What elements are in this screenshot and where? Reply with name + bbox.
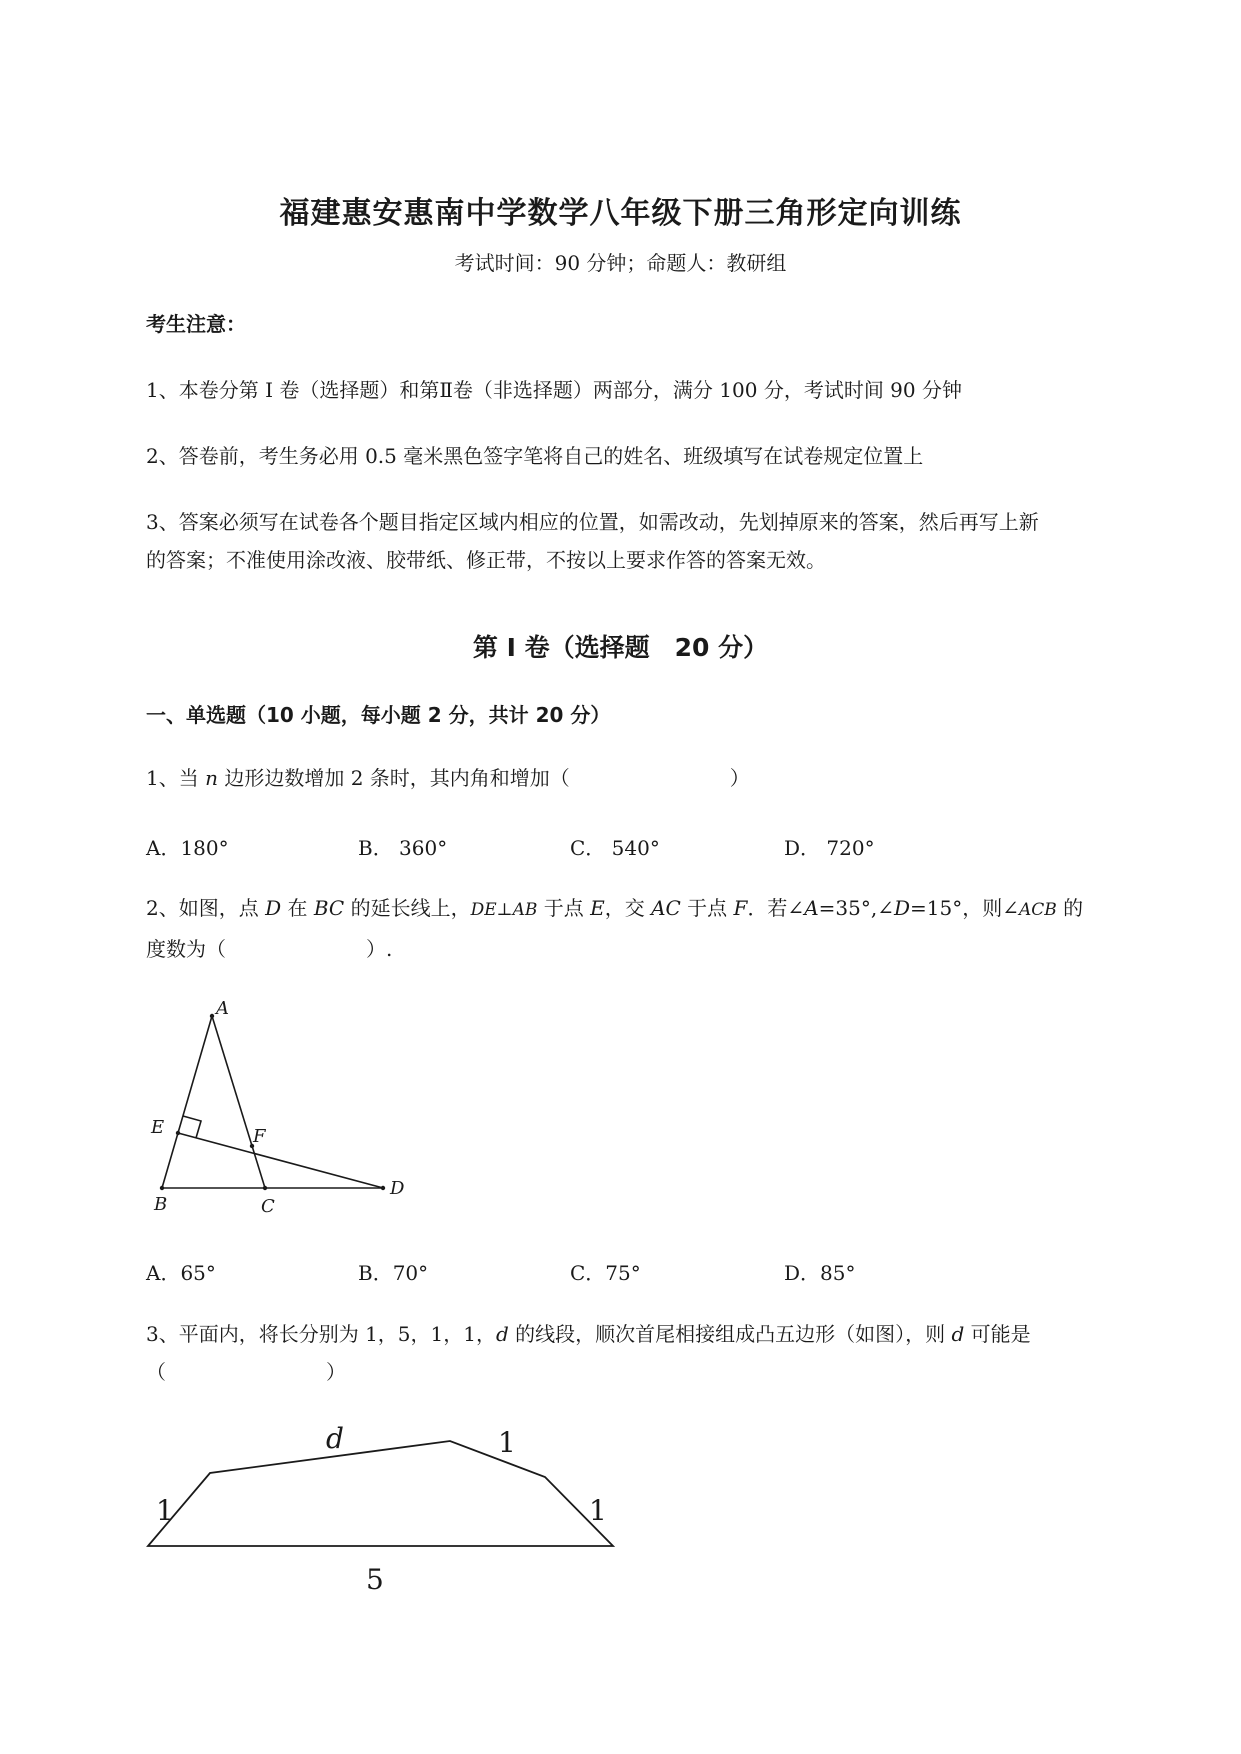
q2-stem-part: 在 bbox=[281, 896, 314, 920]
q3-stem-part: 可能是 bbox=[964, 1322, 1031, 1346]
notice-item-3: 3、答案必须写在试卷各个题目指定区域内相应的位置，如需改动，先划掉原来的答案，然后再写上新 bbox=[146, 510, 1039, 534]
q2-stem-part: =35°,∠ bbox=[818, 896, 894, 920]
notice-item-2: 2、答卷前，考生务必用 0.5 毫米黑色签字笔将自己的姓名、班级填写在试卷规定位置上 bbox=[146, 444, 924, 468]
q2-var: ACB bbox=[1019, 900, 1057, 920]
notice-heading: 考生注意： bbox=[146, 312, 246, 336]
q2-stem-part: 于点 bbox=[537, 896, 591, 920]
q2-var: D bbox=[265, 896, 282, 920]
q2-option-d[interactable]: D．85° bbox=[784, 1261, 856, 1285]
label-side-d: d bbox=[326, 1422, 344, 1455]
q2-var: E bbox=[590, 896, 605, 920]
q3-stem-part: 3、平面内，将长分别为 1，5，1，1， bbox=[146, 1322, 496, 1346]
label-d: D bbox=[390, 1178, 405, 1199]
label-side-right: 1 bbox=[589, 1494, 607, 1527]
exam-title: 福建惠安惠南中学数学八年级下册三角形定向训练 bbox=[279, 196, 962, 231]
question-3-stem bbox=[146, 1322, 1031, 1346]
q1-answer-blank: ） bbox=[569, 766, 750, 790]
q2-var: A bbox=[804, 896, 819, 920]
section-title: 第 I 卷（选择题 20 分） bbox=[472, 633, 769, 662]
q2-stem-part: 的 bbox=[1056, 896, 1084, 920]
label-c: C bbox=[261, 1196, 275, 1217]
question-2-stem bbox=[146, 896, 1083, 922]
q2-triangle-figure bbox=[140, 990, 430, 1230]
q1-option-a[interactable]: A．180° bbox=[146, 836, 229, 860]
part-heading: 一、单选题（10 小题，每小题 2 分，共计 20 分） bbox=[146, 703, 611, 727]
q3-pentagon-figure bbox=[130, 1410, 630, 1600]
q2-stem-part: ，交 bbox=[604, 896, 652, 920]
q3-var-d: d bbox=[951, 1322, 965, 1346]
exam-subtitle: 考试时间：90 分钟；命题人：教研组 bbox=[454, 251, 787, 275]
notice-item-3-continued: 的答案；不准使用涂改液、胶带纸、修正带，不按以上要求作答的答案无效。 bbox=[146, 548, 826, 572]
q2-var: D bbox=[893, 896, 911, 920]
q2-var: AC bbox=[651, 896, 681, 920]
q1-option-b[interactable]: B． 360° bbox=[358, 836, 448, 860]
q2-stem-part: ．若∠ bbox=[747, 896, 805, 920]
notice-item-1: 1、本卷分第 I 卷（选择题）和第Ⅱ卷（非选择题）两部分，满分 100 分，考试时间 90 分钟 bbox=[146, 378, 962, 402]
q2-option-b[interactable]: B．70° bbox=[358, 1261, 429, 1285]
segment-ed bbox=[178, 1133, 383, 1188]
label-b: B bbox=[154, 1194, 168, 1215]
q1-option-c[interactable]: C． 540° bbox=[570, 836, 660, 860]
q2-stem-part: 的延长线上， bbox=[344, 896, 471, 920]
question-1-stem bbox=[146, 766, 750, 790]
q2-option-c[interactable]: C．75° bbox=[570, 1261, 641, 1285]
segment-ac bbox=[212, 1016, 265, 1188]
q2-var: DE⊥AB bbox=[470, 900, 538, 920]
q3-stem-part: 的线段，顺次首尾相接组成凸五边形（如图），则 bbox=[508, 1322, 952, 1346]
question-3-stem-line2: （ ） bbox=[146, 1360, 346, 1384]
q1-option-d[interactable]: D． 720° bbox=[784, 836, 875, 860]
pentagon bbox=[148, 1441, 613, 1546]
label-side-bottom: 5 bbox=[366, 1563, 384, 1596]
label-a: A bbox=[216, 998, 229, 1019]
label-e: E bbox=[151, 1117, 165, 1138]
q2-var: F bbox=[733, 896, 748, 920]
q1-stem-part: 边形边数增加 2 条时，其内角和增加（ bbox=[217, 766, 570, 790]
q2-stem-part: =15°，则∠ bbox=[910, 896, 1019, 920]
segment-ab bbox=[162, 1016, 212, 1188]
q1-stem-part: 1、当 bbox=[146, 766, 206, 790]
label-side-top-right: 1 bbox=[498, 1426, 516, 1459]
q2-option-a[interactable]: A．65° bbox=[146, 1261, 216, 1285]
q1-variable-n: n bbox=[205, 766, 218, 790]
q2-var: BC bbox=[313, 896, 345, 920]
q2-stem-part: 2、如图，点 bbox=[146, 896, 266, 920]
label-side-left: 1 bbox=[156, 1494, 174, 1527]
question-2-stem-line2: 度数为（ ）. bbox=[146, 937, 393, 961]
q2-stem-part: 于点 bbox=[680, 896, 734, 920]
label-f: F bbox=[253, 1126, 266, 1147]
q3-var-d: d bbox=[495, 1322, 509, 1346]
